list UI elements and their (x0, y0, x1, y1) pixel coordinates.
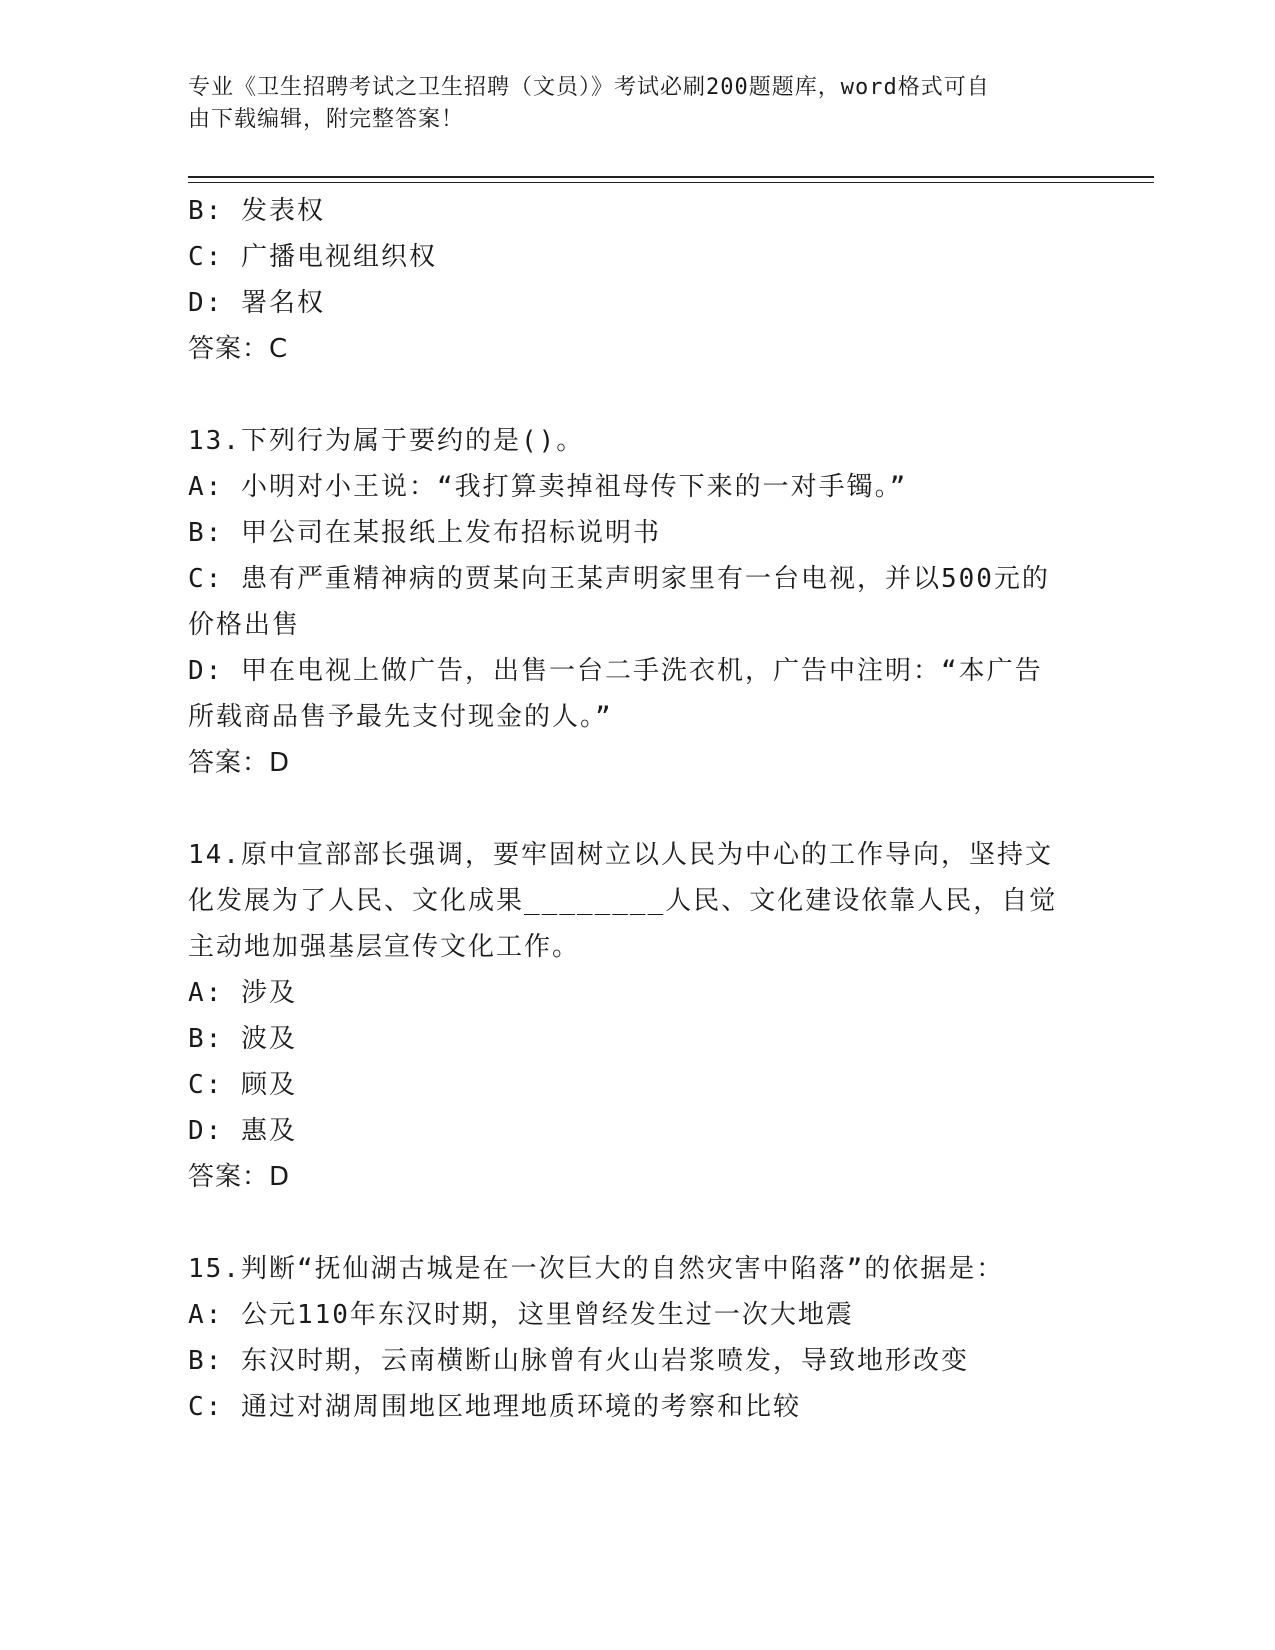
question-stem: 14.原中宣部部长强调，要牢固树立以人民为中心的工作导向，坚持文 (188, 840, 1053, 870)
header-line-1: 专业《卫生招聘考试之卫生招聘（文员）》考试必刷200题题库，word格式可自 (188, 75, 990, 100)
header-rule-thick (188, 176, 1154, 178)
option-c: C: 患有严重精神病的贾某向王某声明家里有一台电视，并以500元的 (188, 564, 1050, 594)
option-d-continued: 所载商品售予最先支付现金的人。” (188, 702, 613, 732)
option-d: D: 署名权 (188, 288, 325, 318)
header-rule-thin (188, 182, 1154, 183)
option-c: C: 广播电视组织权 (188, 242, 437, 272)
option-d: D: 惠及 (188, 1116, 297, 1146)
header-line-2: 由下载编辑，附完整答案！ (188, 107, 465, 132)
spacer (188, 372, 1088, 418)
option-c: C: 通过对湖周围地区地理地质环境的考察和比较 (188, 1392, 801, 1422)
option-a: A: 公元110年东汉时期，这里曾经发生过一次大地震 (188, 1300, 854, 1330)
question-stem-continued: 化发展为了人民、文化成果________人民、文化建设依靠人民，自觉 (188, 886, 1058, 916)
question-list (188, 188, 1088, 1430)
question-stem-continued: 主动地加强基层宣传文化工作。 (188, 932, 581, 962)
question-13 (188, 418, 1088, 786)
option-b: B: 波及 (188, 1024, 297, 1054)
answer: 答案：D (188, 748, 291, 778)
spacer (188, 1200, 1088, 1246)
question-14 (188, 832, 1088, 1200)
option-d: D: 甲在电视上做广告，出售一台二手洗衣机，广告中注明：“本广告 (188, 656, 1043, 686)
answer: 答案：C (188, 334, 289, 364)
option-c: C: 顾及 (188, 1070, 297, 1100)
question-12-tail (188, 188, 1088, 372)
option-b: B: 甲公司在某报纸上发布招标说明书 (188, 518, 661, 548)
option-b: B: 发表权 (188, 196, 325, 226)
option-a: A: 涉及 (188, 978, 297, 1008)
answer: 答案：D (188, 1162, 291, 1192)
question-stem: 13.下列行为属于要约的是()。 (188, 426, 585, 456)
spacer (188, 786, 1088, 832)
question-stem: 15.判断“抚仙湖古城是在一次巨大的自然灾害中陷落”的依据是： (188, 1254, 1005, 1284)
question-15 (188, 1246, 1088, 1430)
document-header (188, 72, 1088, 136)
option-b: B: 东汉时期，云南横断山脉曾有火山岩浆喷发，导致地形改变 (188, 1346, 969, 1376)
option-a: A: 小明对小王说：“我打算卖掉祖母传下来的一对手镯。” (188, 472, 908, 502)
option-c-continued: 价格出售 (188, 610, 301, 640)
